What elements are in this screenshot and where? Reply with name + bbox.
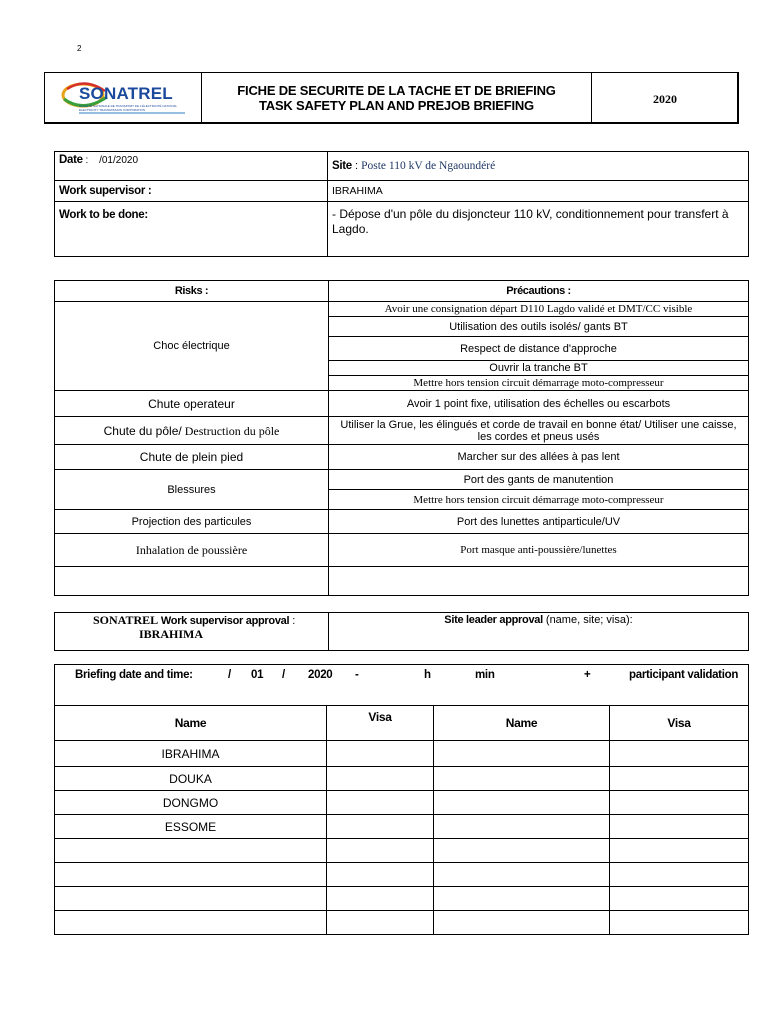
logo-wordmark: SONATREL bbox=[79, 84, 173, 103]
site-cell: Site : Poste 110 kV de Ngaoundéré bbox=[328, 152, 749, 181]
header-title bbox=[202, 73, 592, 122]
risk-projection: Projection des particules bbox=[55, 510, 329, 534]
table-row bbox=[55, 839, 749, 863]
title-english: TASK SAFETY PLAN AND PREJOB BRIEFING bbox=[259, 98, 534, 113]
risk-inhalation: Inhalation de poussière bbox=[55, 534, 329, 567]
work-label-cell bbox=[55, 202, 328, 257]
briefing-hour: h bbox=[424, 669, 431, 681]
table-row bbox=[55, 791, 749, 815]
work-value: - Dépose d'un pôle du disjoncteur 110 kV, conditionnement pour transfert à Lagdo. bbox=[328, 202, 749, 257]
precaution-consignation: Avoir une consignation départ D110 Lagdo validé et DMT/CC visible bbox=[329, 302, 749, 317]
table-row bbox=[55, 911, 749, 935]
risk-chute-plein-pied: Chute de plein pied bbox=[55, 445, 329, 470]
participant-name: DONGMO bbox=[55, 791, 327, 815]
precaution-marcher: Marcher sur des allées à pas lent bbox=[329, 445, 749, 470]
task-info-table bbox=[54, 151, 749, 257]
page-number: 2 bbox=[77, 44, 82, 53]
sonatrel-logo bbox=[61, 79, 187, 117]
precaution-grue: Utiliser la Grue, les élingués et corde de travail en bonne état/ Utiliser une caisse, les cordes et pneus usés bbox=[329, 417, 749, 445]
precaution-hors-tension-1: Mettre hors tension circuit démarrage moto-compresseur bbox=[329, 376, 749, 391]
briefing-year: 2020 bbox=[308, 669, 333, 681]
precautions-header: Précautions : bbox=[329, 281, 749, 302]
precaution-lunettes: Port des lunettes antiparticule/UV bbox=[329, 510, 749, 534]
precaution-distance: Respect de distance d'approche bbox=[329, 337, 749, 361]
title-french: FICHE DE SECURITE DE LA TACHE ET DE BRIEFING bbox=[237, 83, 556, 98]
briefing-label: Briefing date and time: bbox=[75, 669, 193, 681]
table-row bbox=[55, 887, 749, 911]
site-leader-label: Site leader approval bbox=[444, 614, 543, 626]
col-visa-2: Visa bbox=[610, 706, 749, 741]
logo-cell bbox=[45, 73, 202, 122]
company-name: SONATREL bbox=[93, 613, 159, 627]
supervisor-label: Work supervisor : bbox=[59, 185, 152, 197]
briefing-day: 01 bbox=[251, 669, 264, 681]
risk-chute-pole: Chute du pôle/ Destruction du pôle bbox=[55, 417, 329, 445]
date-cell: Date : /01/2020 bbox=[55, 152, 328, 181]
risks-table bbox=[54, 280, 749, 596]
site-leader-approval-cell bbox=[329, 613, 749, 651]
precaution-gants: Port des gants de manutention bbox=[329, 470, 749, 490]
header-year: 2020 bbox=[653, 92, 677, 106]
table-row bbox=[55, 741, 749, 767]
precaution-hors-tension-2: Mettre hors tension circuit démarrage moto-compresseur bbox=[329, 490, 749, 510]
date-value: /01/2020 bbox=[99, 155, 139, 166]
table-row bbox=[55, 815, 749, 839]
briefing-table bbox=[54, 664, 749, 935]
risk-chute-operateur: Chute operateur bbox=[55, 391, 329, 417]
participant-name: ESSOME bbox=[55, 815, 327, 839]
col-visa-1: Visa bbox=[327, 706, 434, 741]
precaution-point-fixe: Avoir 1 point fixe, utilisation des échelles ou escarbots bbox=[329, 391, 749, 417]
table-row bbox=[55, 863, 749, 887]
supervisor-value: IBRAHIMA bbox=[328, 181, 749, 202]
briefing-header-row: Briefing date and time: / 01 / 2020 - h min + participant validation bbox=[55, 665, 749, 706]
risk-empty bbox=[55, 567, 329, 596]
site-leader-detail: (name, site; visa): bbox=[542, 614, 633, 626]
participant-name: IBRAHIMA bbox=[55, 741, 327, 767]
supervisor-approval-cell: SONATREL Work supervisor approval : IBRAHIMA bbox=[55, 613, 329, 651]
site-value: Poste 110 kV de Ngaoundéré bbox=[361, 160, 496, 172]
participant-validation: participant validation bbox=[629, 669, 739, 681]
site-label: Site bbox=[332, 160, 352, 172]
risk-blessures: Blessures bbox=[55, 470, 329, 510]
col-name-2: Name bbox=[434, 706, 610, 741]
logo-subtitle: SOCIÉTÉ NATIONALE DE TRANSPORT DE L'ÉLECTRICITÉ NATIONAL ELECTRICITY TRANSMISSION CORPORATION bbox=[79, 104, 178, 112]
date-label: Date bbox=[59, 154, 83, 166]
precaution-outils-isoles: Utilisation des outils isolés/ gants BT bbox=[329, 317, 749, 337]
risk-choc-electrique: Choc électrique bbox=[55, 302, 329, 391]
briefing-min: min bbox=[475, 669, 495, 681]
col-name-1: Name bbox=[55, 706, 327, 741]
approval-table bbox=[54, 612, 749, 651]
table-row bbox=[55, 767, 749, 791]
risks-header: Risks : bbox=[55, 281, 329, 302]
document-header bbox=[44, 72, 739, 124]
precaution-empty bbox=[329, 567, 749, 596]
supervisor-label-cell bbox=[55, 181, 328, 202]
approval-supervisor-name: IBRAHIMA bbox=[139, 627, 204, 641]
precaution-masque: Port masque anti-poussière/lunettes bbox=[329, 534, 749, 567]
participant-name: DOUKA bbox=[55, 767, 327, 791]
work-label: Work to be done: bbox=[59, 209, 148, 221]
supervisor-approval-label: Work supervisor approval bbox=[158, 615, 290, 627]
precaution-tranche-bt: Ouvrir la tranche BT bbox=[329, 361, 749, 376]
